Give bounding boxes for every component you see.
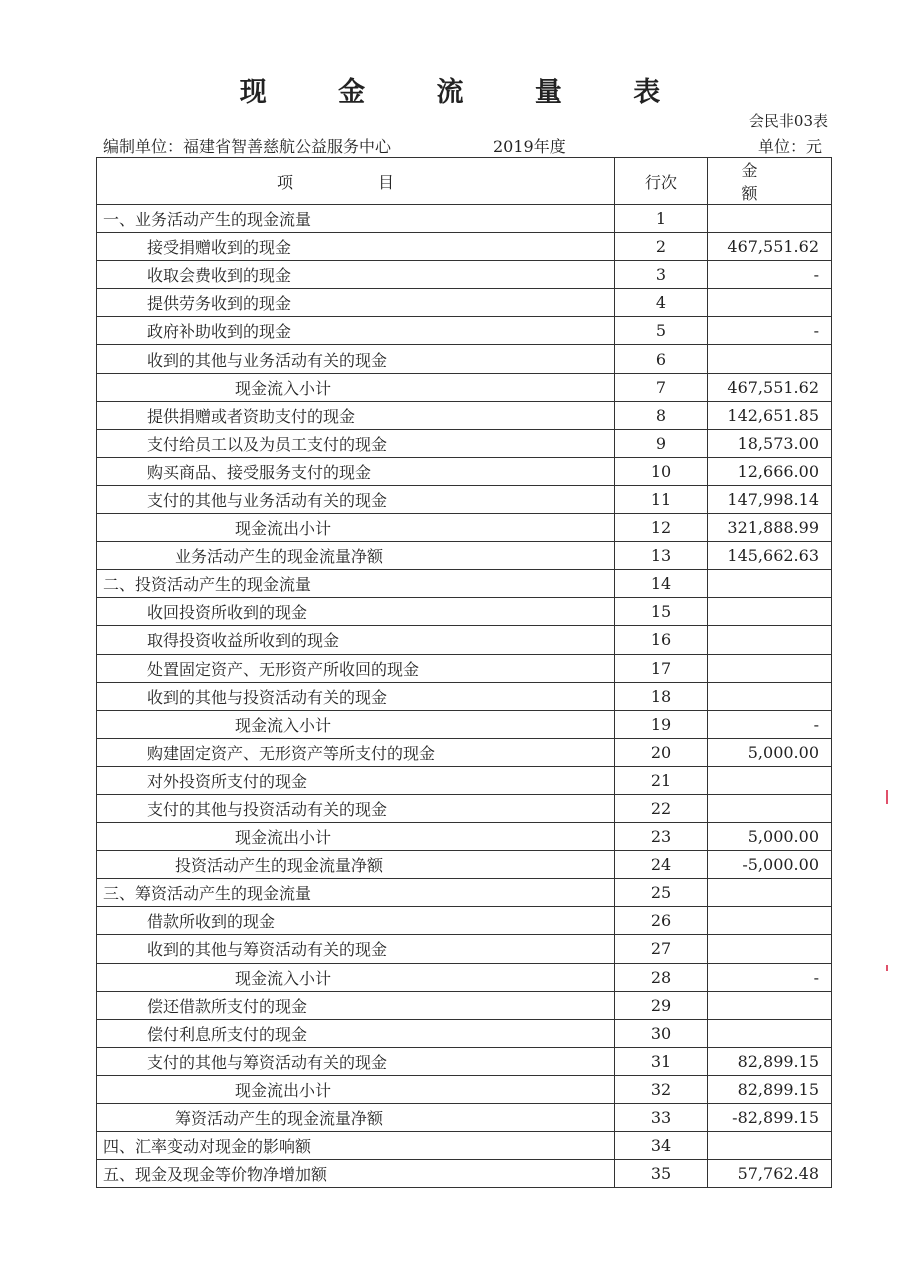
table-row bbox=[97, 289, 832, 317]
row-line-number: 21 bbox=[615, 766, 708, 794]
table-row bbox=[97, 794, 832, 822]
row-amount bbox=[708, 289, 832, 317]
row-item-label: 收到的其他与筹资活动有关的现金 bbox=[97, 935, 615, 963]
row-item-label: 现金流入小计 bbox=[97, 710, 615, 738]
row-item-label: 收取会费收到的现金 bbox=[97, 261, 615, 289]
row-line-number: 11 bbox=[615, 485, 708, 513]
table-row bbox=[97, 766, 832, 794]
row-line-number: 14 bbox=[615, 570, 708, 598]
row-amount: 145,662.63 bbox=[708, 542, 832, 570]
table-row bbox=[97, 738, 832, 766]
table-body bbox=[97, 205, 832, 1188]
row-amount: -82,899.15 bbox=[708, 1104, 832, 1132]
row-item-label: 现金流出小计 bbox=[97, 1075, 615, 1103]
row-line-number: 15 bbox=[615, 598, 708, 626]
column-header-line: 行次 bbox=[615, 158, 708, 205]
form-code: 会民非03表 bbox=[748, 112, 828, 130]
row-amount: 5,000.00 bbox=[708, 823, 832, 851]
table-row bbox=[97, 991, 832, 1019]
row-amount: 12,666.00 bbox=[708, 457, 832, 485]
table-row bbox=[97, 205, 832, 233]
table-row bbox=[97, 570, 832, 598]
table-row bbox=[97, 1047, 832, 1075]
row-amount: 82,899.15 bbox=[708, 1047, 832, 1075]
row-item-label: 五、现金及现金等价物净增加额 bbox=[97, 1160, 615, 1188]
row-line-number: 3 bbox=[615, 261, 708, 289]
table-row bbox=[97, 823, 832, 851]
row-line-number: 35 bbox=[615, 1160, 708, 1188]
row-amount bbox=[708, 1132, 832, 1160]
row-amount: - bbox=[708, 963, 832, 991]
row-amount bbox=[708, 766, 832, 794]
row-item-label: 二、投资活动产生的现金流量 bbox=[97, 570, 615, 598]
unit-label: 单位：元 bbox=[757, 137, 822, 156]
table-row bbox=[97, 907, 832, 935]
column-header-amount: 金 额 bbox=[708, 158, 832, 205]
row-amount: 467,551.62 bbox=[708, 233, 832, 261]
row-line-number: 26 bbox=[615, 907, 708, 935]
table-row bbox=[97, 542, 832, 570]
row-amount: 18,573.00 bbox=[708, 429, 832, 457]
column-header-item: 项 目 bbox=[97, 158, 615, 205]
row-item-label: 借款所收到的现金 bbox=[97, 907, 615, 935]
row-item-label: 四、汇率变动对现金的影响额 bbox=[97, 1132, 615, 1160]
table-row bbox=[97, 233, 832, 261]
row-line-number: 25 bbox=[615, 879, 708, 907]
row-line-number: 10 bbox=[615, 457, 708, 485]
table-row bbox=[97, 1160, 832, 1188]
table-row bbox=[97, 261, 832, 289]
row-amount: 82,899.15 bbox=[708, 1075, 832, 1103]
row-line-number: 8 bbox=[615, 401, 708, 429]
row-amount: 57,762.48 bbox=[708, 1160, 832, 1188]
table-row bbox=[97, 401, 832, 429]
table-row bbox=[97, 345, 832, 373]
row-item-label: 收到的其他与投资活动有关的现金 bbox=[97, 682, 615, 710]
row-item-label: 提供劳务收到的现金 bbox=[97, 289, 615, 317]
row-item-label: 购建固定资产、无形资产等所支付的现金 bbox=[97, 738, 615, 766]
row-item-label: 投资活动产生的现金流量净额 bbox=[97, 851, 615, 879]
row-line-number: 1 bbox=[615, 205, 708, 233]
row-line-number: 7 bbox=[615, 373, 708, 401]
row-amount bbox=[708, 907, 832, 935]
row-amount bbox=[708, 682, 832, 710]
row-item-label: 支付的其他与投资活动有关的现金 bbox=[97, 794, 615, 822]
row-amount bbox=[708, 598, 832, 626]
row-item-label: 收到的其他与业务活动有关的现金 bbox=[97, 345, 615, 373]
row-amount: - bbox=[708, 317, 832, 345]
row-amount: 142,651.85 bbox=[708, 401, 832, 429]
row-item-label: 接受捐赠收到的现金 bbox=[97, 233, 615, 261]
row-line-number: 23 bbox=[615, 823, 708, 851]
table-row bbox=[97, 710, 832, 738]
table-row bbox=[97, 429, 832, 457]
period-label: 2019年度 bbox=[493, 137, 566, 156]
cash-flow-table bbox=[96, 157, 832, 1188]
table-row bbox=[97, 1104, 832, 1132]
table-row bbox=[97, 373, 832, 401]
table-row bbox=[97, 963, 832, 991]
row-item-label: 现金流出小计 bbox=[97, 514, 615, 542]
row-item-label: 偿还借款所支付的现金 bbox=[97, 991, 615, 1019]
row-item-label: 偿付利息所支付的现金 bbox=[97, 1019, 615, 1047]
row-amount bbox=[708, 935, 832, 963]
row-item-label: 购买商品、接受服务支付的现金 bbox=[97, 457, 615, 485]
row-item-label: 业务活动产生的现金流量净额 bbox=[97, 542, 615, 570]
table-row bbox=[97, 851, 832, 879]
table-row bbox=[97, 457, 832, 485]
row-amount bbox=[708, 1019, 832, 1047]
row-amount: 467,551.62 bbox=[708, 373, 832, 401]
row-line-number: 12 bbox=[615, 514, 708, 542]
row-line-number: 18 bbox=[615, 682, 708, 710]
org-label: 编制单位：福建省智善慈航公益服务中心 bbox=[103, 137, 392, 156]
row-amount: 5,000.00 bbox=[708, 738, 832, 766]
row-line-number: 34 bbox=[615, 1132, 708, 1160]
table-row bbox=[97, 317, 832, 345]
table-row bbox=[97, 935, 832, 963]
row-line-number: 6 bbox=[615, 345, 708, 373]
row-amount bbox=[708, 794, 832, 822]
row-line-number: 22 bbox=[615, 794, 708, 822]
row-line-number: 19 bbox=[615, 710, 708, 738]
row-line-number: 32 bbox=[615, 1075, 708, 1103]
row-line-number: 20 bbox=[615, 738, 708, 766]
row-amount: -5,000.00 bbox=[708, 851, 832, 879]
row-line-number: 33 bbox=[615, 1104, 708, 1132]
table-row bbox=[97, 598, 832, 626]
row-item-label: 现金流出小计 bbox=[97, 823, 615, 851]
row-item-label: 收回投资所收到的现金 bbox=[97, 598, 615, 626]
row-item-label: 一、业务活动产生的现金流量 bbox=[97, 205, 615, 233]
row-line-number: 2 bbox=[615, 233, 708, 261]
row-line-number: 29 bbox=[615, 991, 708, 1019]
row-item-label: 筹资活动产生的现金流量净额 bbox=[97, 1104, 615, 1132]
row-line-number: 5 bbox=[615, 317, 708, 345]
table-row bbox=[97, 1019, 832, 1047]
row-line-number: 4 bbox=[615, 289, 708, 317]
stamp-mark bbox=[886, 965, 888, 971]
row-item-label: 提供捐赠或者资助支付的现金 bbox=[97, 401, 615, 429]
row-amount bbox=[708, 345, 832, 373]
row-item-label: 支付的其他与筹资活动有关的现金 bbox=[97, 1047, 615, 1075]
stamp-mark bbox=[886, 790, 888, 804]
row-item-label: 对外投资所支付的现金 bbox=[97, 766, 615, 794]
row-item-label: 现金流入小计 bbox=[97, 373, 615, 401]
row-amount bbox=[708, 654, 832, 682]
row-line-number: 31 bbox=[615, 1047, 708, 1075]
row-amount bbox=[708, 991, 832, 1019]
row-amount bbox=[708, 626, 832, 654]
table-row bbox=[97, 514, 832, 542]
row-item-label: 处置固定资产、无形资产所收回的现金 bbox=[97, 654, 615, 682]
row-item-label: 支付的其他与业务活动有关的现金 bbox=[97, 485, 615, 513]
table-row bbox=[97, 485, 832, 513]
row-amount bbox=[708, 879, 832, 907]
table-row bbox=[97, 1075, 832, 1103]
row-line-number: 28 bbox=[615, 963, 708, 991]
row-line-number: 17 bbox=[615, 654, 708, 682]
row-amount bbox=[708, 570, 832, 598]
table-row bbox=[97, 654, 832, 682]
row-line-number: 16 bbox=[615, 626, 708, 654]
row-item-label: 政府补助收到的现金 bbox=[97, 317, 615, 345]
row-line-number: 27 bbox=[615, 935, 708, 963]
row-amount: 321,888.99 bbox=[708, 514, 832, 542]
table-row bbox=[97, 626, 832, 654]
row-amount: - bbox=[708, 710, 832, 738]
table-row bbox=[97, 879, 832, 907]
table-header-row bbox=[97, 158, 832, 205]
row-amount bbox=[708, 205, 832, 233]
row-line-number: 13 bbox=[615, 542, 708, 570]
row-amount: 147,998.14 bbox=[708, 485, 832, 513]
row-line-number: 30 bbox=[615, 1019, 708, 1047]
row-item-label: 支付给员工以及为员工支付的现金 bbox=[97, 429, 615, 457]
row-line-number: 9 bbox=[615, 429, 708, 457]
table-row bbox=[97, 1132, 832, 1160]
page-title: 现 金 流 量 表 bbox=[239, 77, 692, 108]
row-item-label: 取得投资收益所收到的现金 bbox=[97, 626, 615, 654]
row-item-label: 现金流入小计 bbox=[97, 963, 615, 991]
row-item-label: 三、筹资活动产生的现金流量 bbox=[97, 879, 615, 907]
row-line-number: 24 bbox=[615, 851, 708, 879]
table-row bbox=[97, 682, 832, 710]
row-amount: - bbox=[708, 261, 832, 289]
